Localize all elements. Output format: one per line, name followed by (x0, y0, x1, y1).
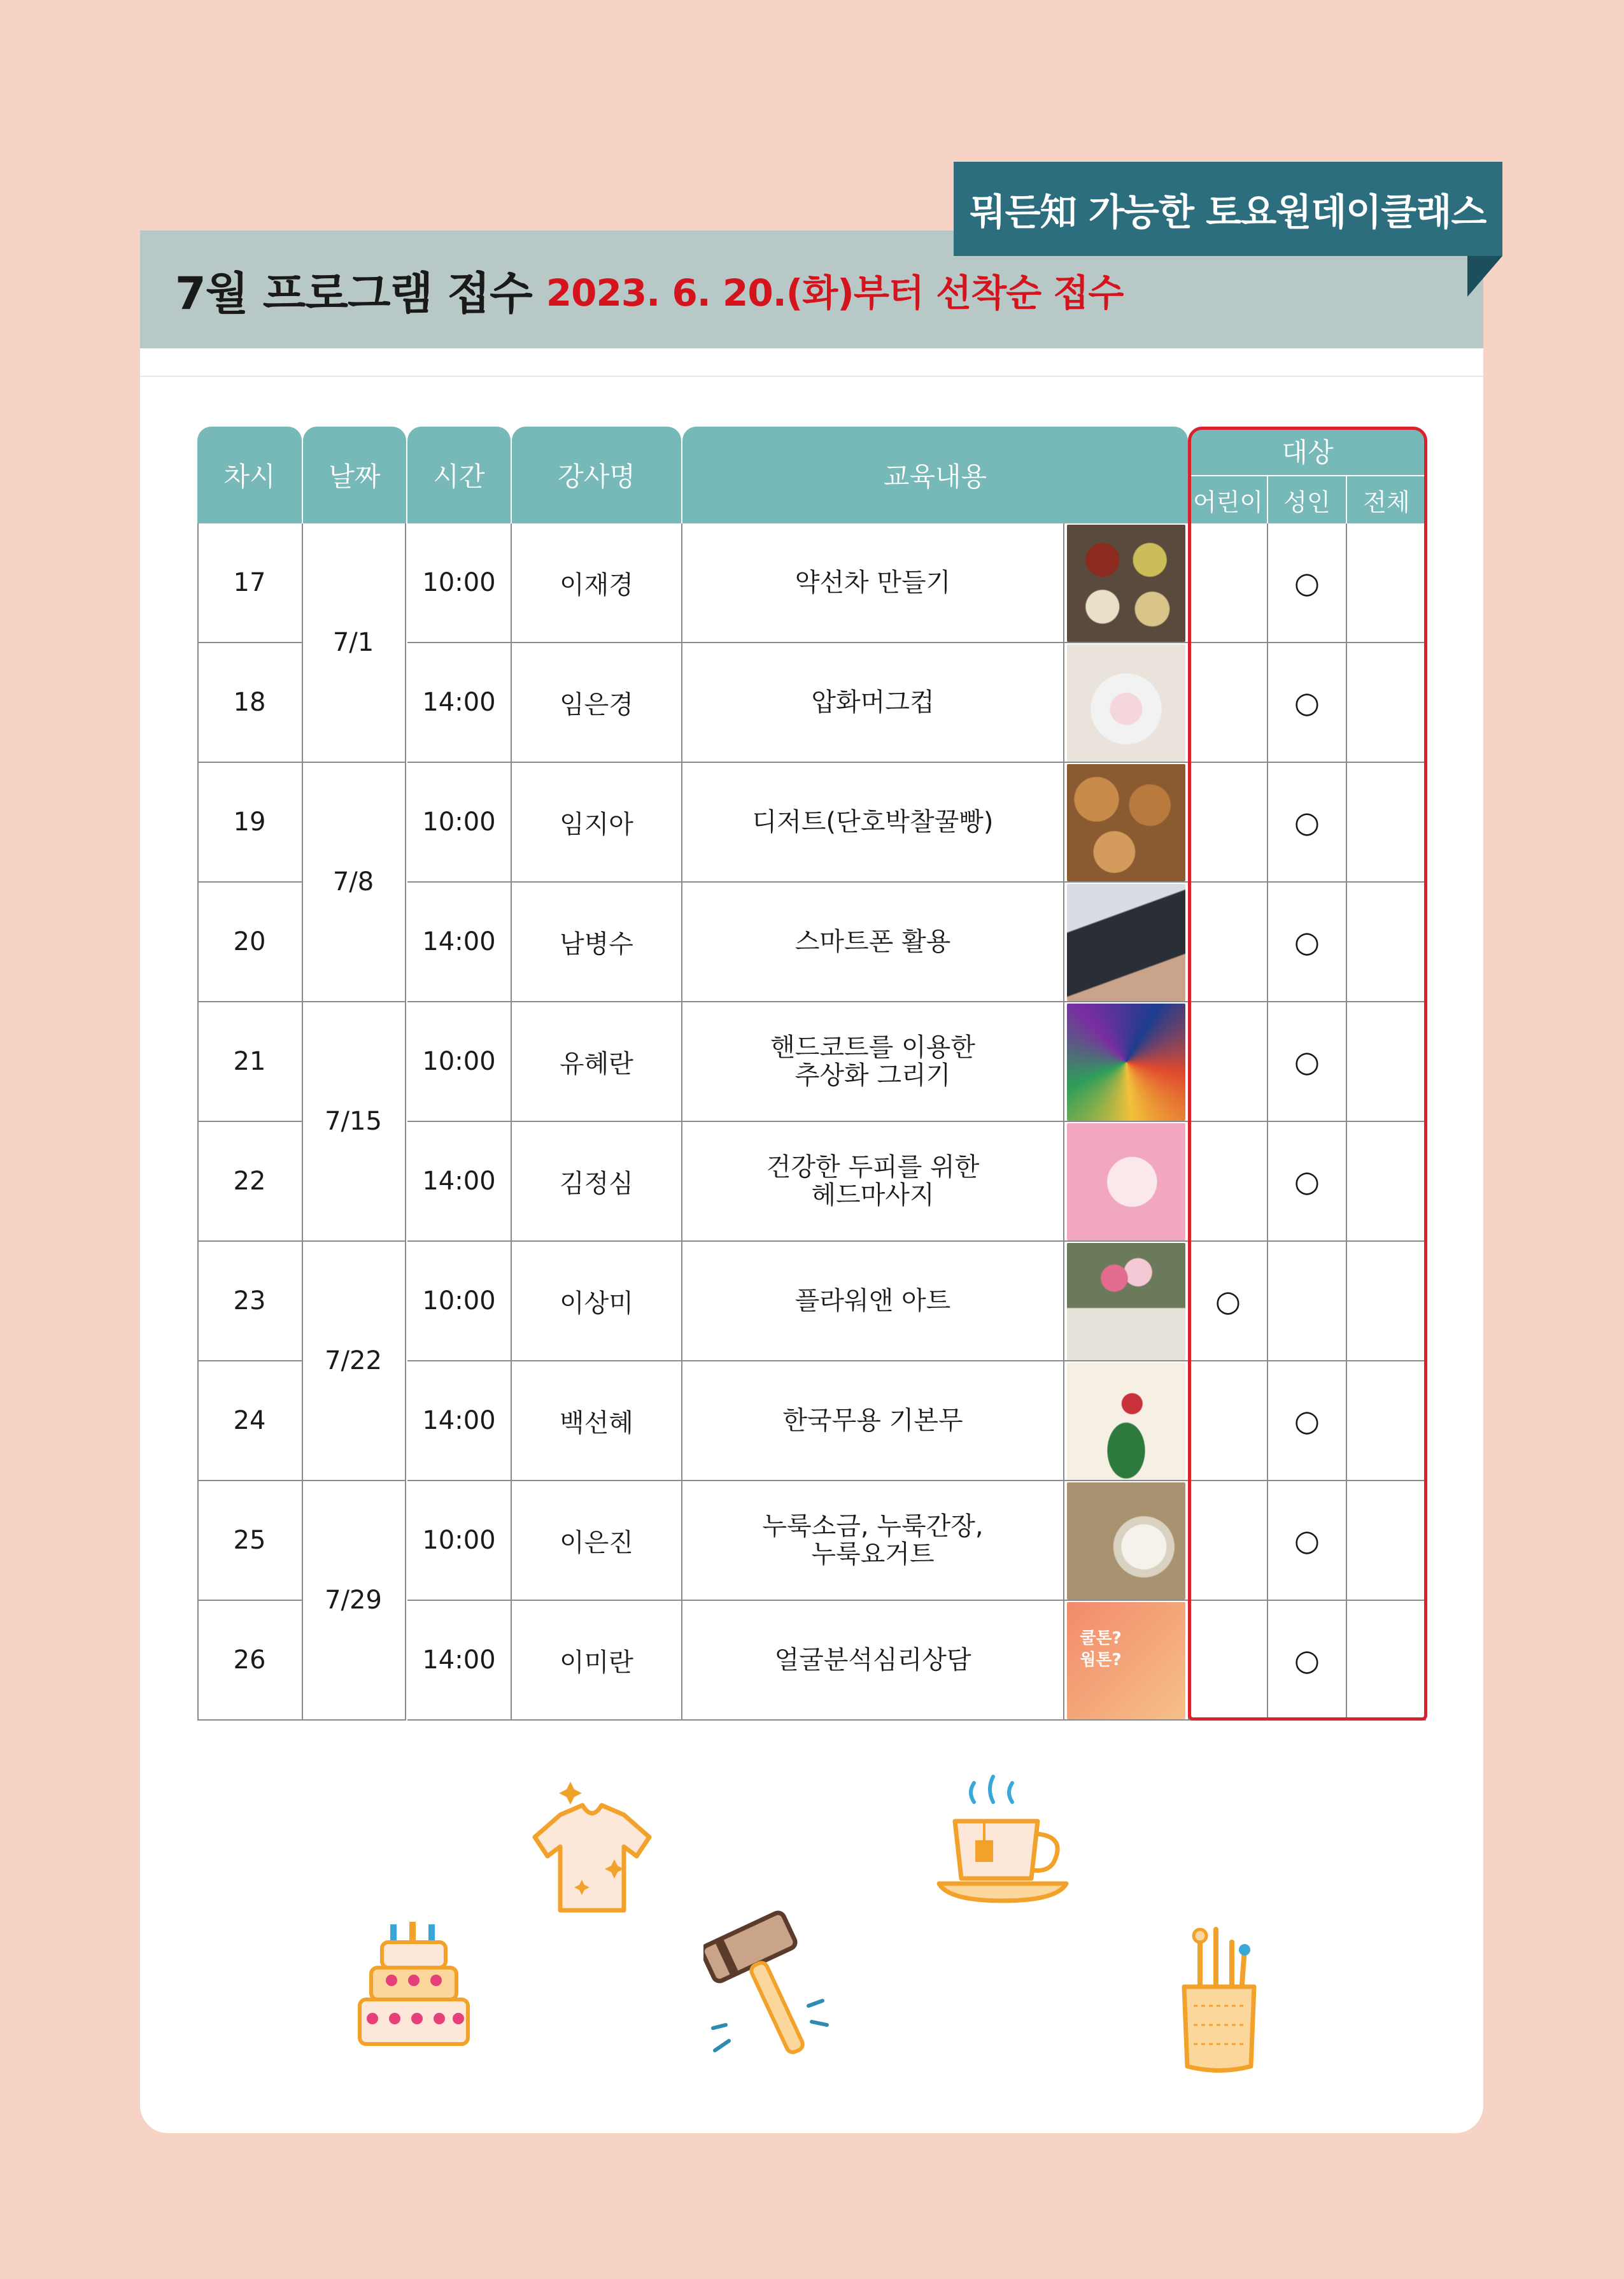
col-header-content: 교육내용 (682, 427, 1188, 523)
content-cell (682, 883, 1064, 1002)
col-header-all: 전체 (1347, 476, 1426, 523)
target-mark: ○ (1294, 925, 1320, 959)
image-cell (1064, 883, 1189, 1002)
col-header-date: 날짜 (303, 427, 406, 523)
session-cell: 20 (197, 883, 303, 1002)
smartphone-photo (1067, 884, 1185, 1001)
image-cell (1064, 1601, 1189, 1721)
coffee-cup-icon (929, 1770, 1082, 1910)
time-cell: 10:00 (407, 763, 512, 883)
session-cell: 25 (197, 1481, 303, 1601)
table-row (197, 643, 1189, 763)
content-line-1: 압화머그컵 (811, 688, 935, 717)
col-header-time: 시간 (407, 427, 511, 523)
content-cell (682, 1601, 1064, 1721)
instructor-cell: 이미란 (512, 1601, 682, 1721)
instructor-cell: 이은진 (512, 1481, 682, 1601)
instructor-cell: 임지아 (512, 763, 682, 883)
header-divider (140, 376, 1483, 377)
time-cell: 10:00 (407, 1002, 512, 1122)
session-cell: 22 (197, 1122, 303, 1242)
session-cell: 21 (197, 1002, 303, 1122)
session-cell: 17 (197, 523, 303, 643)
image-cell (1064, 523, 1189, 643)
herbal-tea-photo (1067, 525, 1185, 642)
instructor-cell: 이재경 (512, 523, 682, 643)
content-line-1: 스마트폰 활용 (794, 927, 951, 956)
session-cell: 26 (197, 1601, 303, 1721)
hammer-icon (703, 1910, 837, 2076)
cake-icon (353, 1917, 474, 2050)
instructor-cell: 임은경 (512, 643, 682, 763)
time-cell: 14:00 (407, 1361, 512, 1481)
instructor-cell: 유혜란 (512, 1002, 682, 1122)
content-cell (682, 1361, 1064, 1481)
table-row (197, 1481, 1189, 1601)
content-line-1: 누룩소금, 누룩간장, (762, 1512, 984, 1541)
ribbon-banner: 뭐든知 가능한 토요원데이클래스 (954, 162, 1502, 256)
content-cell (682, 1242, 1064, 1361)
instructor-cell: 남병수 (512, 883, 682, 1002)
thumb-label: 쿨톤? 웜톤? (1080, 1629, 1122, 1670)
time-cell: 10:00 (407, 523, 512, 643)
abstract-painting-photo (1067, 1004, 1185, 1121)
dessert-bread-photo (1067, 764, 1185, 881)
target-mark: ○ (1294, 685, 1320, 720)
content-line-1: 한국무용 기본무 (782, 1406, 963, 1435)
content-line-1: 건강한 두피를 위한 (766, 1153, 980, 1182)
table-row (197, 883, 1189, 1002)
target-mark: ○ (1294, 1523, 1320, 1558)
tshirt-icon (522, 1777, 662, 1917)
col-header-child: 어린이 (1189, 476, 1267, 523)
instructor-cell: 이상미 (512, 1242, 682, 1361)
content-line-1: 얼굴분석심리상담 (774, 1645, 971, 1675)
time-cell: 14:00 (407, 1122, 512, 1242)
image-cell (1064, 1242, 1189, 1361)
content-line-2: 누룩요거트 (811, 1540, 935, 1569)
date-cell: 7/22 (302, 1242, 406, 1481)
content-line-2: 헤드마사지 (811, 1181, 935, 1210)
target-column-frame (1188, 427, 1427, 1721)
image-cell (1064, 763, 1189, 883)
time-cell: 14:00 (407, 883, 512, 1002)
target-mark: ○ (1294, 1403, 1320, 1438)
head-massage-illustration (1067, 1123, 1185, 1240)
korean-dance-illustration (1067, 1363, 1185, 1480)
target-mark: ○ (1294, 1044, 1320, 1079)
title-main: 7월 프로그램 접수 (175, 267, 532, 320)
title-subtitle: 2023. 6. 20.(화)부터 선착순 접수 (546, 271, 1124, 315)
session-cell: 19 (197, 763, 303, 883)
content-cell (682, 1122, 1064, 1242)
flower-art-photo (1067, 1243, 1185, 1360)
target-mark: ○ (1215, 1284, 1241, 1318)
instructor-cell: 백선혜 (512, 1361, 682, 1481)
table-row (197, 1601, 1189, 1721)
image-cell (1064, 643, 1189, 763)
page-title (175, 252, 1123, 328)
content-line-1: 핸드코트를 이용한 (770, 1033, 975, 1062)
content-line-1: 플라워앤 아트 (794, 1286, 951, 1316)
ribbon-fold (1467, 256, 1502, 297)
col-header-target: 대상 (1189, 427, 1426, 475)
image-cell (1064, 1122, 1189, 1242)
content-line-1: 디저트(단호박찰꿀빵) (752, 807, 994, 837)
pressed-flower-mug-photo (1067, 644, 1185, 762)
image-cell (1064, 1002, 1189, 1122)
date-cell: 7/1 (302, 523, 406, 763)
col-header-adult: 성인 (1268, 476, 1346, 523)
image-cell (1064, 1481, 1189, 1601)
target-mark: ○ (1294, 1164, 1320, 1198)
target-mark: ○ (1294, 805, 1320, 839)
table-row (197, 1002, 1189, 1122)
target-mark: ○ (1294, 1643, 1320, 1677)
date-cell: 7/29 (302, 1481, 406, 1721)
table-row (197, 1242, 1189, 1361)
time-cell: 10:00 (407, 1481, 512, 1601)
session-cell: 24 (197, 1361, 303, 1481)
session-cell: 18 (197, 643, 303, 763)
face-analysis-illustration (1067, 1602, 1185, 1719)
col-header-session: 차시 (197, 427, 302, 523)
table-row (197, 523, 1189, 643)
nuruk-photo (1067, 1482, 1185, 1600)
time-cell: 14:00 (407, 1601, 512, 1721)
content-cell (682, 1002, 1064, 1122)
table-row (197, 763, 1189, 883)
target-mark: ○ (1294, 565, 1320, 600)
time-cell: 10:00 (407, 1242, 512, 1361)
time-cell: 14:00 (407, 643, 512, 763)
table-row (197, 1122, 1189, 1242)
content-cell (682, 763, 1064, 883)
date-cell: 7/15 (302, 1002, 406, 1242)
col-header-instructor: 강사명 (512, 427, 681, 523)
brush-cup-icon (1165, 1923, 1273, 2076)
content-line-1: 약선차 만들기 (794, 568, 951, 597)
image-cell (1064, 1361, 1189, 1481)
content-line-2: 추상화 그리기 (794, 1061, 951, 1090)
instructor-cell: 김정심 (512, 1122, 682, 1242)
date-cell: 7/8 (302, 763, 406, 1002)
content-cell (682, 643, 1064, 763)
content-cell (682, 523, 1064, 643)
session-cell: 23 (197, 1242, 303, 1361)
content-cell (682, 1481, 1064, 1601)
table-row (197, 1361, 1189, 1481)
